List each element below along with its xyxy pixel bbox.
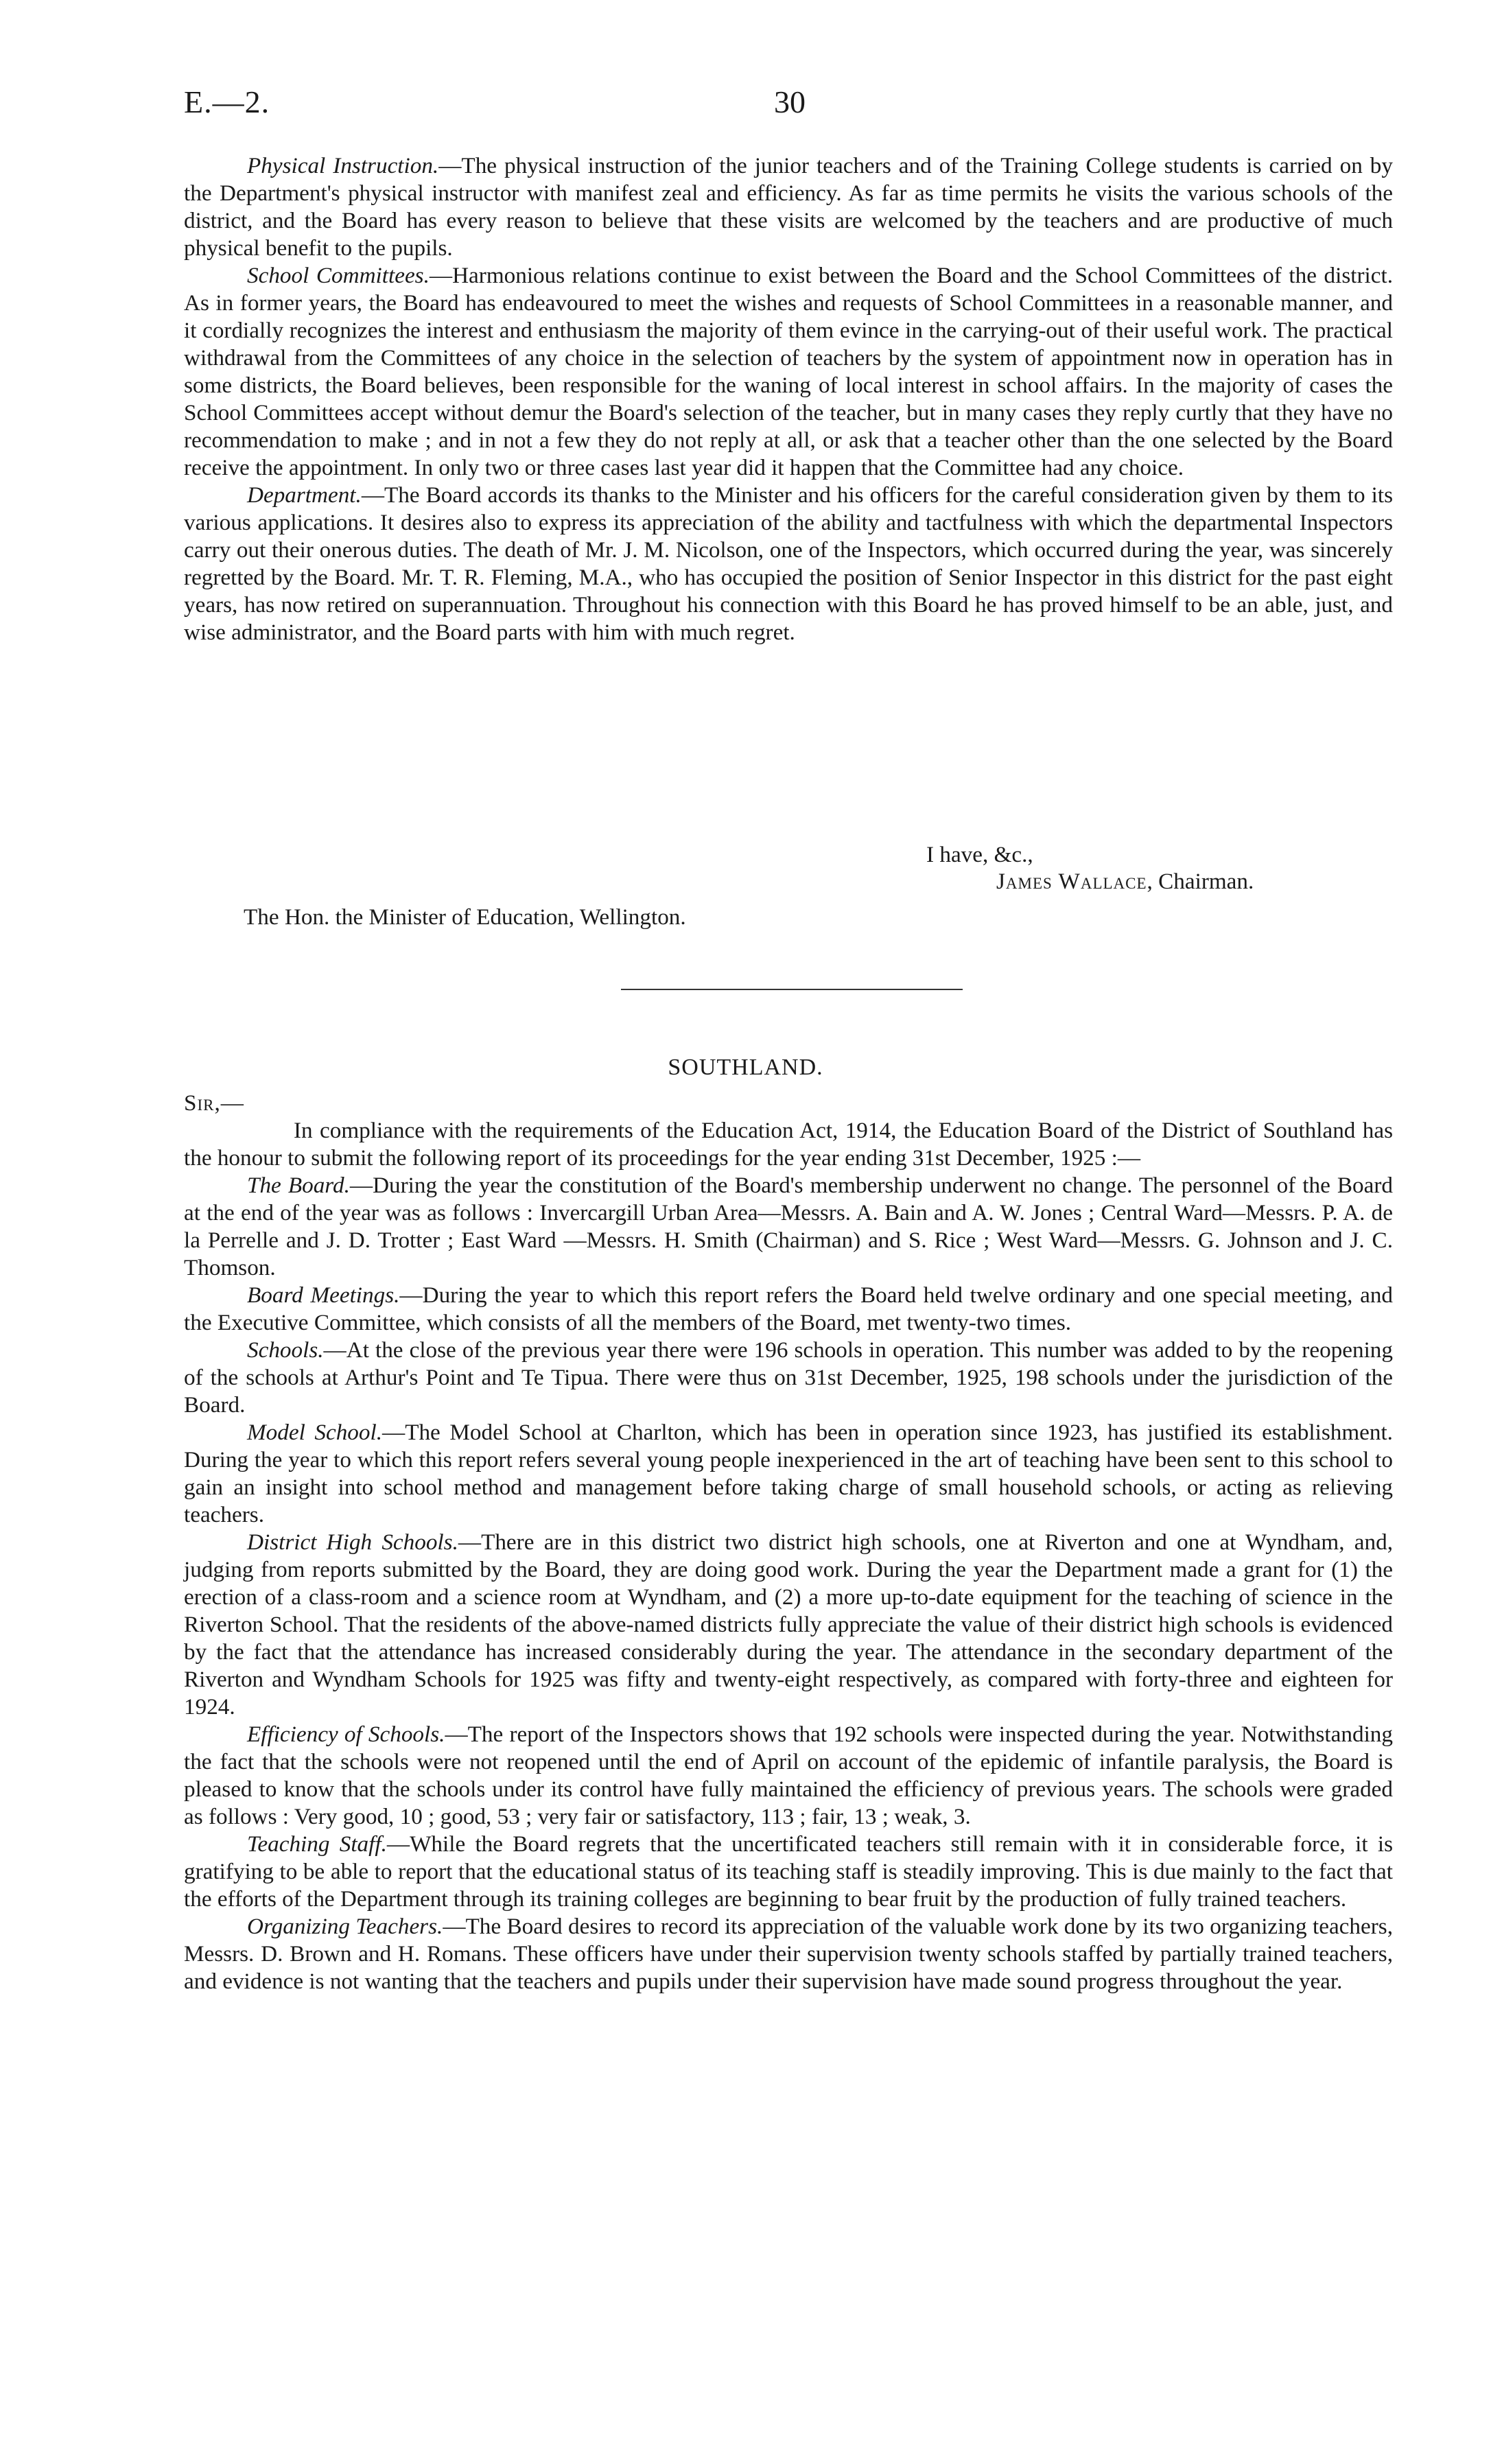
section-divider: [621, 989, 963, 990]
paragraph-text: —The Board accords its thanks to the Minister and his officers for the careful consideration given by them to its various applications. It desires also to express its appreciation of the ability and tactfulness with which the departmental Inspectors carry out their onerous duties. The death of Mr. J. M. Nicolson, one of the Inspectors, which occurred during the year, was sincerely regretted by the Board. Mr. T. R. Fleming, M.A., who has occupied the position of Senior Inspector in this district for the past eight years, has now retired on superannuation. Throughout his connection with this Board he has proved himself to be an able, just, and wise administrator, and the Board parts with him with much regret.: [184, 482, 1393, 645]
paragraph-board-meetings: [184, 1282, 1393, 1337]
paragraph-lead: Efficiency of Schools.: [247, 1722, 445, 1747]
page-number: 30: [774, 84, 806, 119]
paragraph-model-school: [184, 1419, 1393, 1529]
paragraph-text: —At the close of the previous year there were 196 schools in operation. This number was added to by the reopening of the schools at Arthur's Point and Te Tipua. There were thus on 31st December, 1925, 198 schools under the jurisdiction of the Board.: [184, 1337, 1393, 1418]
paragraph-lead: District High Schools.: [247, 1529, 458, 1555]
closing-line: I have, &c.,: [926, 842, 1033, 867]
paragraph-efficiency-of-schools: [184, 1721, 1393, 1831]
signatory-name: James Wallace: [996, 869, 1147, 894]
paragraph-text: —The Board desires to record its appreciation of the valuable work done by its two organizing teachers, Messrs. D. Brown and H. Romans. These officers have under their supervision twenty schools staffed by partially trained teachers, and evidence is not wanting that the teachers and pupils under their supervision have made sound progress throughout the year.: [184, 1914, 1393, 1994]
paragraph-lead: Model School.: [247, 1420, 382, 1445]
paragraph-the-board: [184, 1172, 1393, 1282]
salutation: Sir,—: [184, 1090, 244, 1116]
paragraph-lead: School Committees.: [247, 263, 430, 288]
paragraph-lead: Organizing Teachers.: [247, 1914, 443, 1939]
signatory-title: , Chairman.: [1147, 869, 1254, 894]
section-heading: SOUTHLAND.: [668, 1055, 823, 1080]
paragraph-text: —There are in this district two district high schools, one at Riverton and one at Wyndham, and, judging from reports submitted by the Board, they are doing good work. During the year the Department made a grant for (1) the erection of a class-room and a science room at Wyndham, and (2) a more up-to-date equipment for the teaching of science in the Riverton School. That the residents of the above-named districts fully appreciate the value of their district high schools is evidenced by the fact that the attendance has increased considerably during the year. The attendance in the secondary department of the Riverton and Wyndham Schools for 1925 was fifty and twenty-eight respectively, as compared with forty-three and eighteen for 1924.: [184, 1529, 1393, 1720]
paragraph-text: —Harmonious relations continue to exist between the Board and the School Committees of the district. As in former years, the Board has endeavoured to meet the wishes and requests of School Committees in a reasonable manner, and it cordially recognizes the interest and enthusiasm the majority of them evince in the carrying-out of their useful work. The practical withdrawal from the Committees of any choice in the selection of teachers by the system of appointment now in operation has in some districts, the Board believes, been responsible for the waning of local interest in school affairs. In the majority of cases the School Committees accept without demur the Board's selection of the teacher, but in many cases they reply curtly that they have no recommendation to make ; and in not a few they do not reply at all, or ask that a teacher other than the one selected by the Board receive the appointment. In only two or three cases last year did it happen that the Committee had any choice.: [184, 263, 1393, 480]
intro-paragraph: In compliance with the requirements of the Education Act, 1914, the Education Board of the District of Southland has the honour to submit the following report of its proceedings for the year ending 31st December, 1925 :—: [184, 1118, 1393, 1171]
paragraph-district-high-schools: [184, 1529, 1393, 1721]
paragraph-text: —The physical instruction of the junior teachers and of the Training College students is carried on by the Department's physical instructor with manifest zeal and efficiency. As far as time permits he visits the various schools of the district, and the Board has every reason to believe that these visits are welcomed by the teachers and are productive of much physical benefit to the pupils.: [184, 153, 1393, 261]
document-reference: E.—2.: [184, 84, 270, 119]
paragraph-lead: Physical Instruction.: [247, 153, 439, 178]
paragraph-teaching-staff: [184, 1831, 1393, 1913]
addressee: The Hon. the Minister of Education, Wellington.: [244, 904, 686, 930]
previous-report-body: [184, 152, 1393, 646]
paragraph-lead: Board Meetings.: [247, 1282, 400, 1308]
paragraph-school-committees: [184, 262, 1393, 482]
paragraph-text: —During the year the constitution of the Board's membership underwent no change. The personnel of the Board at the end of the year was as follows : Invercargill Urban Area—Messrs. A. Bain and A. W. Jones ; Central Ward—Messrs. P. A. de la Perrelle and J. D. Trotter ; East Ward —Messrs. H. Smith (Chairman) and S. Rice ; West Ward—Messrs. G. Johnson and J. C. Thomson.: [184, 1173, 1393, 1280]
paragraph-physical-instruction: [184, 152, 1393, 262]
paragraph-text: —During the year to which this report refers the Board held twelve ordinary and one special meeting, and the Executive Committee, which consists of all the members of the Board, met twenty-two times.: [184, 1282, 1394, 1335]
paragraph-schools: [184, 1337, 1393, 1419]
paragraph-lead: Schools.: [247, 1337, 324, 1363]
paragraph-lead: Teaching Staff.: [247, 1831, 387, 1857]
paragraph-text: —The Model School at Charlton, which has been in operation since 1923, has justified its establishment. During the year to which this report refers several young people inexperienced in the art of teaching have been sent to this school to gain an insight into school method and management before taking charge of small household schools, or acting as relieving teachers.: [184, 1420, 1393, 1527]
paragraph-lead: Department.: [247, 482, 362, 508]
paragraph-lead: The Board.: [247, 1173, 350, 1198]
paragraph-text: —While the Board regrets that the uncertificated teachers still remain with it in considerable force, it is gratifying to be able to report that the educational status of its teaching staff is steadily improving. This is due mainly to the fact that the efforts of the Department through its training colleges are beginning to bear fruit by the production of fully trained teachers.: [184, 1831, 1393, 1912]
southland-report-body: [184, 1090, 1393, 1995]
paragraph-department: [184, 482, 1393, 646]
signature-line: [996, 869, 1254, 895]
paragraph-organizing-teachers: [184, 1913, 1393, 1995]
paragraph-text: —The report of the Inspectors shows that 192 schools were inspected during the year. Notwithstanding the fact that the schools were not reopened until the end of April on account of the epidemic of infantile paralysis, the Board is pleased to know that the schools under its control have fully maintained the efficiency of previous years. The schools were graded as follows : Very good, 10 ; good, 53 ; very fair or satisfactory, 113 ; fair, 13 ; weak, 3.: [184, 1722, 1393, 1829]
